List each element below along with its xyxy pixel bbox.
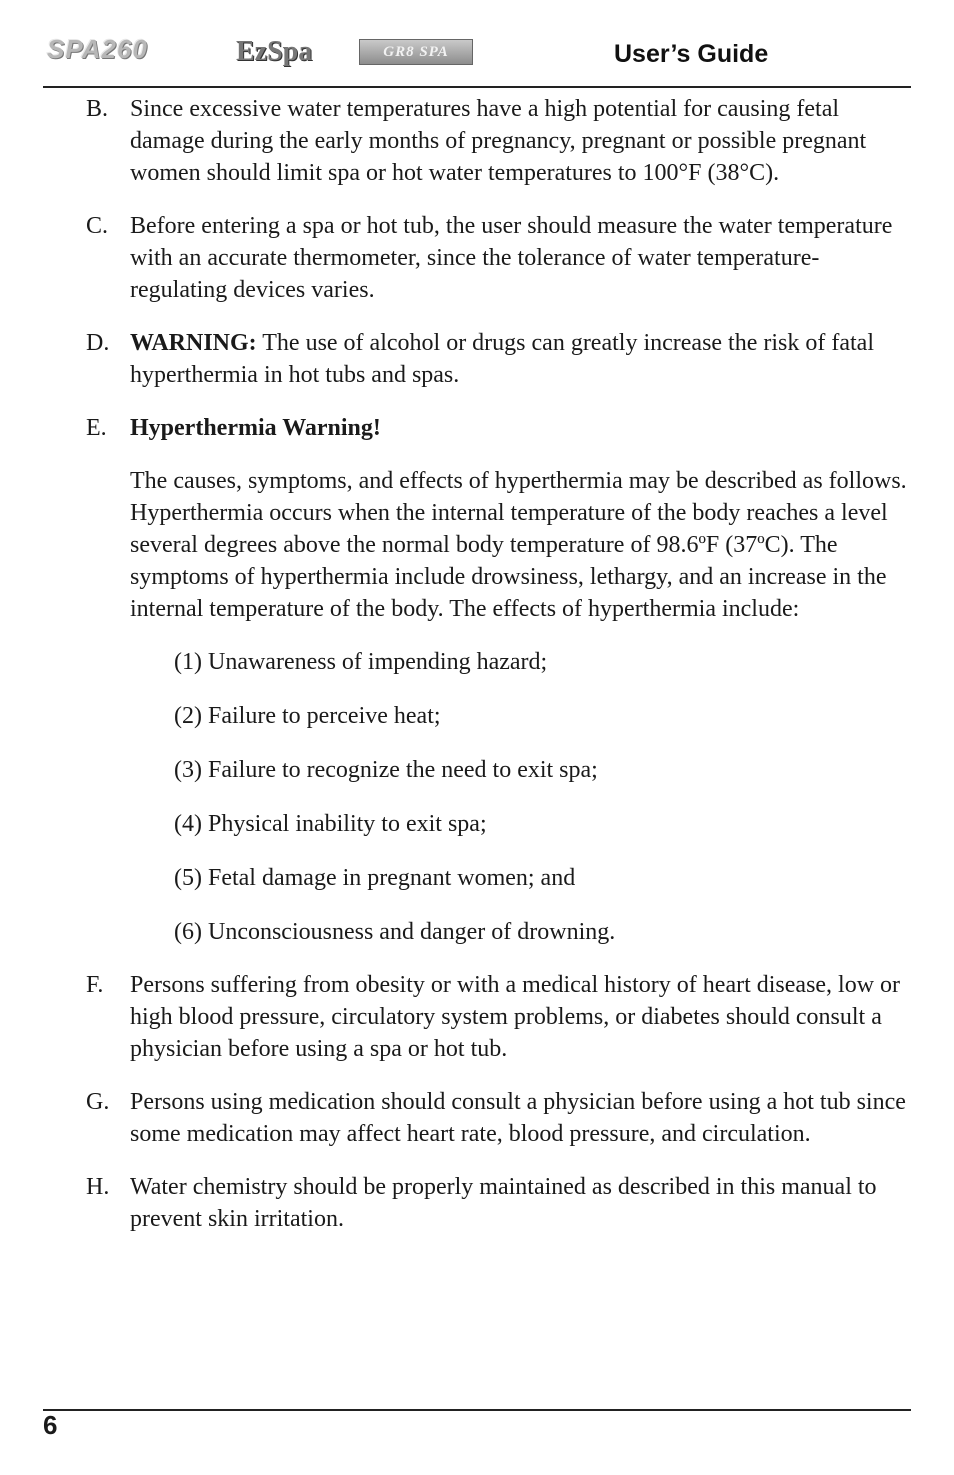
- spa260-logo: SPA260: [47, 34, 148, 64]
- item-letter: B.: [86, 96, 109, 122]
- item-text: Since excessive water temperatures have a high potential for causing fetal damage during the early months of pregnancy, pregnant or possible pregnant women should limit spa or hot water temperatures to 100°F (38°C).: [130, 96, 867, 186]
- item-text: The use of alcohol or drugs can greatly increase the risk of fatal hyperthermia in hot tubs and spas.: [130, 330, 875, 388]
- footer-rule: [43, 1409, 911, 1411]
- list-item-e: [86, 412, 916, 444]
- effect-item: (6) Unconsciousness and danger of drowning.: [174, 919, 616, 945]
- list-item-g: [86, 1086, 916, 1150]
- item-letter: C.: [86, 213, 109, 239]
- page-content: [86, 93, 916, 1256]
- item-letter: F.: [86, 972, 104, 998]
- list-item-f: [86, 969, 916, 1065]
- list-item-b: [86, 93, 916, 189]
- page-number: 6: [43, 1410, 58, 1440]
- item-letter: D.: [86, 330, 110, 356]
- hyperthermia-heading: Hyperthermia Warning!: [130, 415, 381, 441]
- guide-title: User’s Guide: [614, 40, 769, 68]
- hyperthermia-paragraph: The causes, symptoms, and effects of hyperthermia may be described as follows. Hyperthermia occurs when the internal temperature of the body reaches a level several degrees above the normal body temperature of 98.6ºF (37ºC). The symptoms of hyperthermia include drowsiness, lethargy, and an increase in the internal temperature of the body. The effects of hyperthermia include:: [130, 468, 907, 622]
- header-rule: [43, 86, 911, 88]
- effect-item: (4) Physical inability to exit spa;: [174, 811, 487, 837]
- list-item-h: [86, 1171, 916, 1235]
- item-letter: E.: [86, 415, 107, 441]
- page-header: [0, 0, 954, 90]
- effect-item: (2) Failure to perceive heat;: [174, 703, 441, 729]
- gr8spa-logo: GR8 SPA: [359, 39, 473, 65]
- item-text: Persons suffering from obesity or with a medical history of heart disease, low or high blood pressure, circulatory system problems, or diabetes should consult a physician before using a spa or hot tub.: [130, 972, 901, 1062]
- ezspa-logo: EzSpa: [236, 36, 313, 67]
- item-letter: H.: [86, 1174, 110, 1200]
- item-text: Persons using medication should consult a physician before using a hot tub since some medication may affect heart rate, blood pressure, and circulation.: [130, 1089, 906, 1147]
- list-item-d: [86, 327, 916, 391]
- effect-item: (1) Unawareness of impending hazard;: [174, 649, 548, 675]
- effect-item: (3) Failure to recognize the need to exit spa;: [174, 757, 598, 783]
- list-item-c: [86, 210, 916, 306]
- item-text: Water chemistry should be properly maintained as described in this manual to prevent skin irritation.: [130, 1174, 877, 1232]
- effects-list: [174, 646, 916, 948]
- item-text: Before entering a spa or hot tub, the user should measure the water temperature with an accurate thermometer, since the tolerance of water temperature-regulating devices varies.: [130, 213, 893, 303]
- effect-item: (5) Fetal damage in pregnant women; and: [174, 865, 576, 891]
- item-letter: G.: [86, 1089, 110, 1115]
- warning-label: WARNING:: [130, 330, 257, 356]
